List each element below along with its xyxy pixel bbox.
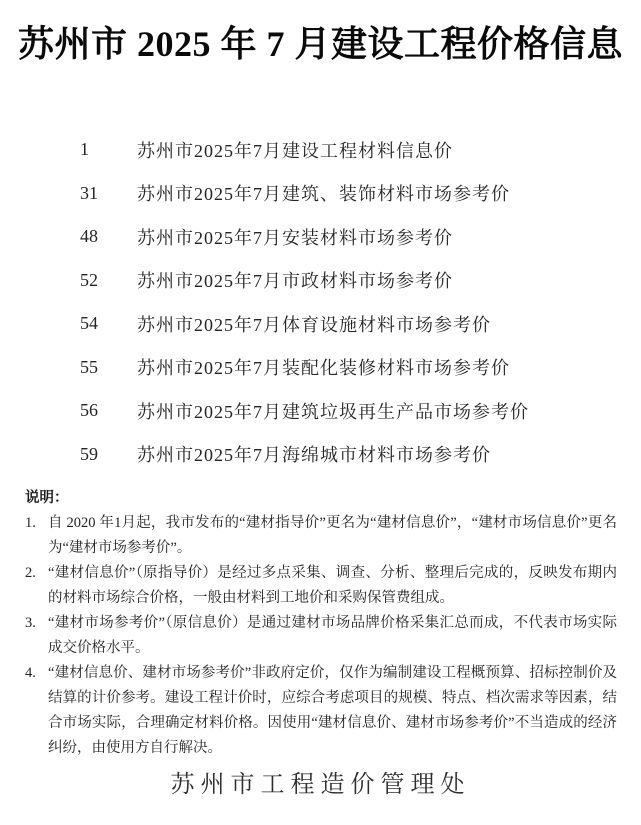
toc-entry-label: 苏州市2025年7月建筑垃圾再生产品市场参考价	[137, 401, 529, 422]
note-item	[25, 511, 617, 561]
toc-entry	[0, 346, 641, 390]
toc-entry	[0, 128, 641, 172]
toc-page-number: 48	[80, 226, 98, 247]
note-text: 自 2020 年1月起，我市发布的“建材指导价”更名为“建材信息价”，“建材市场信息价”更名为“建材市场参考价”。	[48, 515, 617, 556]
footer-org-name: 苏州市工程造价管理处	[170, 772, 471, 798]
notes-heading: 说明：	[25, 490, 69, 506]
toc-entry-label: 苏州市2025年7月建设工程材料信息价	[137, 140, 453, 161]
note-number: 1.	[25, 515, 36, 531]
toc-entry-label: 苏州市2025年7月市政材料市场参考价	[137, 271, 453, 292]
toc-page-number: 54	[80, 313, 98, 334]
toc-entry	[0, 172, 641, 216]
toc-entry	[0, 433, 641, 477]
note-item	[25, 611, 617, 661]
document-title: 苏州市 2025 年 7 月建设工程价格信息	[17, 24, 623, 64]
toc-entry	[0, 302, 641, 346]
toc-page-number: 31	[80, 182, 98, 203]
note-number: 3.	[25, 615, 36, 631]
note-text: “建材信息价、建材市场参考价”非政府定价，仅作为编制建设工程概预算、招标控制价及结算的计价参考。建设工程计价时，应综合考虑项目的规模、特点、档次需求等因素，结合市场实际，合理确定材料价格。因使用“建材信息价、建材市场参考价”不当造成的经济纠纷，由使用方自行解决。	[48, 665, 617, 756]
notes-list	[25, 511, 617, 761]
toc-page-number: 52	[80, 269, 98, 290]
toc-entry-label: 苏州市2025年7月安装材料市场参考价	[137, 227, 453, 248]
table-of-contents	[0, 128, 641, 476]
note-text: “建材市场参考价”（原信息价）是通过建材市场品牌价格采集汇总而成，不代表市场实际成交价格水平。	[48, 615, 617, 656]
toc-entry-label: 苏州市2025年7月海绵城市材料市场参考价	[137, 445, 491, 466]
note-item	[25, 661, 617, 761]
note-text: “建材信息价”（原指导价）是经过多点采集、调查、分析、整理后完成的，反映发布期内的材料市场综合价格，一般由材料到工地价和采购保管费组成。	[48, 565, 617, 606]
note-number: 4.	[25, 665, 36, 681]
toc-page-number: 56	[80, 400, 98, 421]
toc-entry-label: 苏州市2025年7月建筑、装饰材料市场参考价	[137, 184, 510, 205]
note-number: 2.	[25, 565, 36, 581]
note-item	[25, 561, 617, 611]
toc-entry	[0, 215, 641, 259]
notes-section	[25, 486, 617, 761]
toc-page-number: 55	[80, 356, 98, 377]
toc-entry-label: 苏州市2025年7月体育设施材料市场参考价	[137, 314, 491, 335]
toc-entry	[0, 389, 641, 433]
toc-entry	[0, 259, 641, 303]
toc-page-number: 1	[80, 139, 89, 160]
toc-entry-label: 苏州市2025年7月装配化装修材料市场参考价	[137, 358, 510, 379]
toc-page-number: 59	[80, 443, 98, 464]
